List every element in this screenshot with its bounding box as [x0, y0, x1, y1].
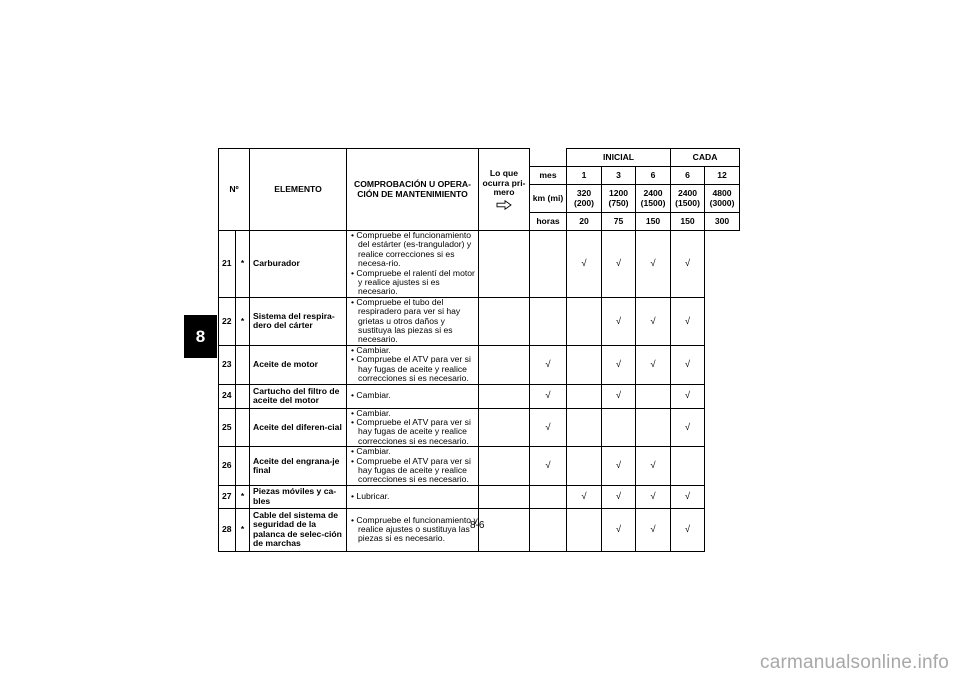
row-first-blank	[479, 447, 530, 486]
header-hours-value: 300	[705, 213, 740, 231]
row-mark: √	[602, 231, 636, 298]
row-mark: √	[530, 408, 567, 447]
row-check	[347, 485, 479, 508]
row-mark	[636, 408, 671, 447]
row-number: 25	[219, 408, 236, 447]
row-first-blank	[479, 231, 530, 298]
table-row	[219, 345, 740, 384]
row-mark: √	[636, 297, 671, 345]
row-check	[347, 231, 479, 298]
row-element: Aceite del engrana-je final	[250, 447, 347, 486]
header-num: Nº	[219, 149, 250, 231]
row-mark: √	[602, 345, 636, 384]
arrow-right-icon	[496, 200, 512, 210]
header-hours-value: 150	[671, 213, 705, 231]
row-mark: √	[671, 231, 705, 298]
check-item: • Compruebe el funcionamiento del estárter (es-trangulador) y realice correcciones si es necesa-rio.	[351, 230, 472, 269]
check-item: • Compruebe el tubo del respiradero para ver si hay grietas u otros daños y sustituya las piezas si es necesario.	[351, 297, 461, 345]
check-item: • Cambiar.	[351, 390, 391, 401]
row-number: 26	[219, 447, 236, 486]
header-initial: INICIAL	[567, 149, 671, 167]
row-number: 21	[219, 231, 236, 298]
row-first-blank	[479, 408, 530, 447]
header-first-label: Lo que ocurra pri-mero	[482, 168, 526, 198]
row-mark: √	[671, 485, 705, 508]
row-mark: √	[636, 485, 671, 508]
header-check: COMPROBACIÓN U OPERA-CIÓN DE MANTENIMIENTO	[347, 149, 479, 231]
row-mark: √	[602, 384, 636, 408]
row-element: Cable del sistema de seguridad de la palanca de selec-ción de marchas	[250, 508, 347, 551]
row-mark	[530, 297, 567, 345]
row-check	[347, 297, 479, 345]
row-mark: √	[530, 384, 567, 408]
row-mark: √	[567, 231, 602, 298]
header-month-value: 1	[567, 167, 602, 185]
header-hours-value: 150	[636, 213, 671, 231]
row-mark	[567, 384, 602, 408]
row-check	[347, 384, 479, 408]
row-asterisk	[236, 408, 250, 447]
header-km-label: km (mi)	[530, 185, 567, 213]
row-mark	[567, 345, 602, 384]
row-mark: √	[671, 408, 705, 447]
row-check	[347, 447, 479, 486]
row-mark	[602, 408, 636, 447]
maintenance-table	[218, 148, 740, 552]
km-value: 2400	[643, 188, 663, 199]
header-month-label: mes	[530, 167, 567, 185]
km-value: 320	[576, 188, 592, 199]
mi-value: (200)	[573, 197, 595, 208]
row-mark	[567, 297, 602, 345]
row-number: 23	[219, 345, 236, 384]
row-asterisk	[236, 384, 250, 408]
row-mark	[567, 447, 602, 486]
row-number: 28	[219, 508, 236, 551]
header-km-value	[705, 185, 740, 213]
header-hours-value: 75	[602, 213, 636, 231]
row-mark	[671, 447, 705, 486]
row-first-blank	[479, 508, 530, 551]
header-first	[479, 149, 530, 231]
row-mark	[636, 384, 671, 408]
row-mark: √	[567, 485, 602, 508]
row-mark: √	[530, 447, 567, 486]
table-row	[219, 408, 740, 447]
header-blank	[530, 149, 567, 167]
row-mark: √	[671, 297, 705, 345]
header-every: CADA	[671, 149, 740, 167]
row-first-blank	[479, 485, 530, 508]
row-element: Sistema del respira-dero del cárter	[250, 297, 347, 345]
watermark: carmanualsonline.info	[760, 652, 950, 673]
header-month-value: 6	[636, 167, 671, 185]
row-number: 24	[219, 384, 236, 408]
row-mark	[567, 508, 602, 551]
row-asterisk: *	[236, 485, 250, 508]
row-mark	[530, 231, 567, 298]
header-km-value	[671, 185, 705, 213]
row-number: 27	[219, 485, 236, 508]
row-mark: √	[602, 508, 636, 551]
page-number: 8-6	[470, 520, 485, 531]
check-item: • Compruebe el ATV para ver si hay fugas de aceite y realice correcciones si es necesario.	[351, 354, 471, 384]
header-km-value	[636, 185, 671, 213]
row-element: Cartucho del filtro de aceite del motor	[250, 384, 347, 408]
row-asterisk: *	[236, 297, 250, 345]
row-mark: √	[602, 297, 636, 345]
check-item: • Compruebe el ATV para ver si hay fugas de aceite y realice correcciones si es necesario.	[351, 416, 471, 446]
table-row	[219, 384, 740, 408]
mi-value: (3000)	[709, 197, 735, 208]
row-check	[347, 508, 479, 551]
check-item: • Lubricar.	[351, 491, 390, 502]
row-mark	[530, 508, 567, 551]
row-element: Carburador	[250, 231, 347, 298]
row-mark: √	[530, 345, 567, 384]
row-first-blank	[479, 384, 530, 408]
header-hours-label: horas	[530, 213, 567, 231]
row-element: Aceite de motor	[250, 345, 347, 384]
header-month-value: 3	[602, 167, 636, 185]
check-item: • Cambiar.	[351, 446, 391, 457]
row-mark	[567, 408, 602, 447]
row-check	[347, 408, 479, 447]
check-item: • Cambiar.	[351, 408, 391, 418]
header-hours-value: 20	[567, 213, 602, 231]
km-value: 2400	[677, 188, 698, 199]
mi-value: (1500)	[675, 197, 700, 208]
header-element: ELEMENTO	[250, 149, 347, 231]
section-tab: 8	[184, 315, 217, 358]
mi-value: (750)	[608, 197, 629, 208]
table-row	[219, 231, 740, 298]
header-month-value: 12	[705, 167, 740, 185]
row-mark: √	[671, 384, 705, 408]
row-mark: √	[636, 345, 671, 384]
header-km-value	[602, 185, 636, 213]
km-value: 4800	[712, 188, 732, 199]
header-month-value: 6	[671, 167, 705, 185]
row-mark: √	[636, 447, 671, 486]
row-element: Piezas móviles y ca-bles	[250, 485, 347, 508]
row-check	[347, 345, 479, 384]
row-mark: √	[671, 508, 705, 551]
row-mark	[530, 485, 567, 508]
check-item: • Compruebe el ralentí del motor y realice ajustes si es necesario.	[351, 267, 475, 297]
row-mark: √	[671, 345, 705, 384]
row-first-blank	[479, 345, 530, 384]
row-mark: √	[636, 231, 671, 298]
row-first-blank	[479, 297, 530, 345]
table-row	[219, 297, 740, 345]
row-number: 22	[219, 297, 236, 345]
check-item: • Cambiar.	[351, 345, 391, 355]
row-element: Aceite del diferen-cial	[250, 408, 347, 447]
row-asterisk	[236, 447, 250, 486]
row-asterisk: *	[236, 231, 250, 298]
km-value: 1200	[608, 188, 629, 199]
row-asterisk	[236, 345, 250, 384]
table-row	[219, 447, 740, 486]
row-mark: √	[602, 447, 636, 486]
row-mark: √	[636, 508, 671, 551]
row-mark: √	[602, 485, 636, 508]
row-asterisk: *	[236, 508, 250, 551]
check-item: • Compruebe el funcionamiento y realice ajustes o sustituya las piezas si es necesario.	[351, 514, 478, 544]
table-row	[219, 485, 740, 508]
header-km-value	[567, 185, 602, 213]
check-item: • Compruebe el ATV para ver si hay fugas de aceite y realice correcciones si es necesario.	[351, 455, 471, 485]
mi-value: (1500)	[640, 197, 666, 208]
